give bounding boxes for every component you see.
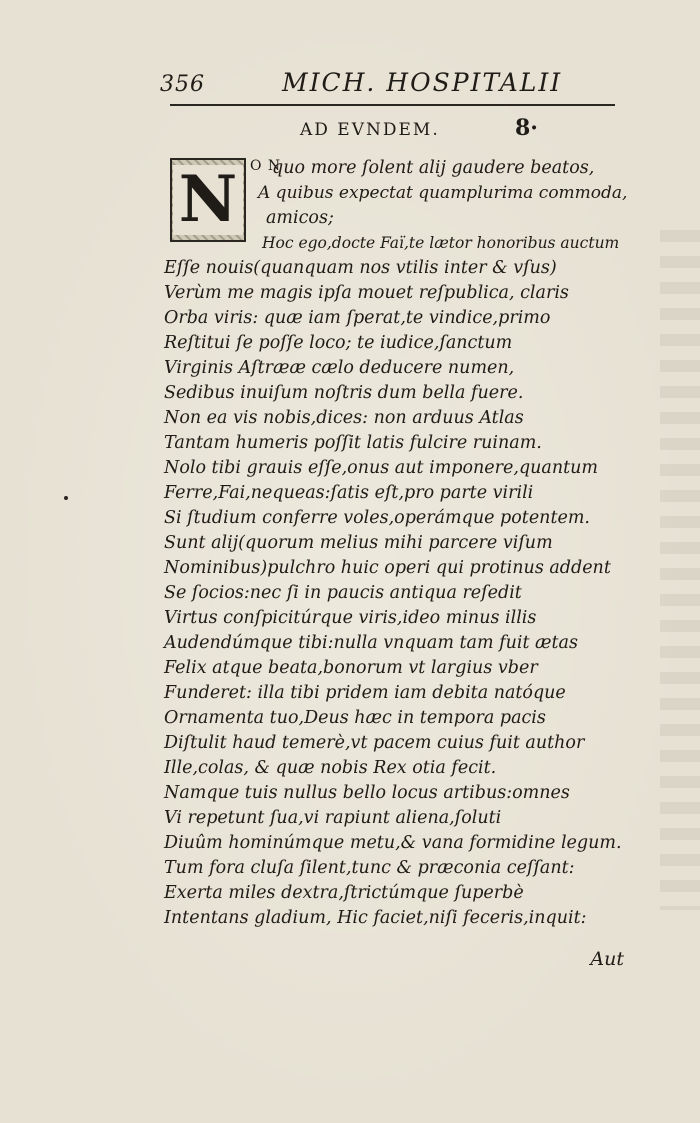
verse-line: quo more ſolent alij gaudere beatos, <box>272 158 595 178</box>
verse-line: Tum fora cluſa ſilent,tunc & præconia ceſſant: <box>164 858 575 878</box>
verse-line: Diſtulit haud temerè,vt pacem cuius fuit author <box>164 733 585 753</box>
verse-line: Audendúmque tibi:nulla vnquam tam fuit ætas <box>164 633 578 653</box>
verse-line: Virtus conſpicitúrque viris,ideo minus illis <box>164 608 537 628</box>
poem-number: 8· <box>515 115 538 141</box>
verse-line: Ferre,Fai,nequeas:ſatis eſt,pro parte virili <box>164 483 534 503</box>
verse-line: Verùm me magis ipſa mouet reſpublica, claris <box>164 283 569 303</box>
verse-line: Nolo tibi grauis eſſe,onus aut imponere,quantum <box>164 458 599 478</box>
header-rule <box>170 104 615 106</box>
verse-line: Virginis Aſtrææ cælo deducere numen, <box>164 358 515 378</box>
verse-line: Si ſtudium conferre voles,operámque potentem. <box>164 508 590 528</box>
running-head: MICH. HOSPITALII <box>282 68 563 97</box>
verse-line: Hoc ego,docte Faï,te lætor honoribus auctum <box>262 234 620 252</box>
verse-line: A quibus expectat quamplurima commoda, <box>258 183 628 203</box>
page-header <box>160 66 615 106</box>
verse-line: Eſſe nouis(quanquam nos vtilis inter & vſus) <box>164 258 557 278</box>
verse-line: Ille,colas, & quæ nobis Rex otia fecit. <box>164 758 497 778</box>
verse-line: Reſtitui ſe poſſe loco; te iudice,ſanctum <box>164 333 513 353</box>
first-line-caps: O N <box>250 158 282 174</box>
showthrough-text <box>660 230 700 910</box>
verse-line: Exerta miles dextra,ſtrictúmque ſuperbè <box>164 883 524 903</box>
verse-line: Namque tuis nullus bello locus artibus:omnes <box>164 783 570 803</box>
verse-line: Sunt alij(quorum melius mihi parcere viſum <box>164 533 553 553</box>
verse-line: Felix atque beata,bonorum vt largius vber <box>164 658 538 678</box>
verse-line: Nominibus)pulchro huic operi qui protinus addent <box>164 558 611 578</box>
verse-line: Vi repetunt ſua,vi rapiunt aliena,ſoluti <box>164 808 502 828</box>
verse-line: Funderet: illa tibi pridem iam debita natóque <box>164 683 566 703</box>
drop-cap-ornament <box>170 158 246 242</box>
verse-line: amicos; <box>266 208 334 228</box>
verse-line: Sedibus inuiſum noſtris dum bella fuere. <box>164 383 524 403</box>
verse-line: Diuûm hominúmque metu,& vana formidine legum. <box>164 833 622 853</box>
verse-line: Intentans gladium, Hic faciet,niſi feceris,inquit: <box>164 908 587 928</box>
verse-line: Orba viris: quæ iam ſperat,te vindice,primo <box>164 308 551 328</box>
margin-mark <box>64 496 68 500</box>
page-number: 356 <box>160 72 205 97</box>
verse-line: Tantam humeris poſſit latis fulcire ruinam. <box>164 433 542 453</box>
verse-line: Ornamenta tuo,Deus hæc in tempora pacis <box>164 708 546 728</box>
drop-cap-letter: N <box>173 165 244 235</box>
verse-line: Non ea vis nobis,dices: non arduus Atlas <box>164 408 524 428</box>
verse-line: Se ſocios:nec ſi in paucis antiqua reſedit <box>164 583 522 603</box>
catchword: Aut <box>590 948 624 970</box>
poem-subtitle: AD EVNDEM. <box>300 120 440 140</box>
